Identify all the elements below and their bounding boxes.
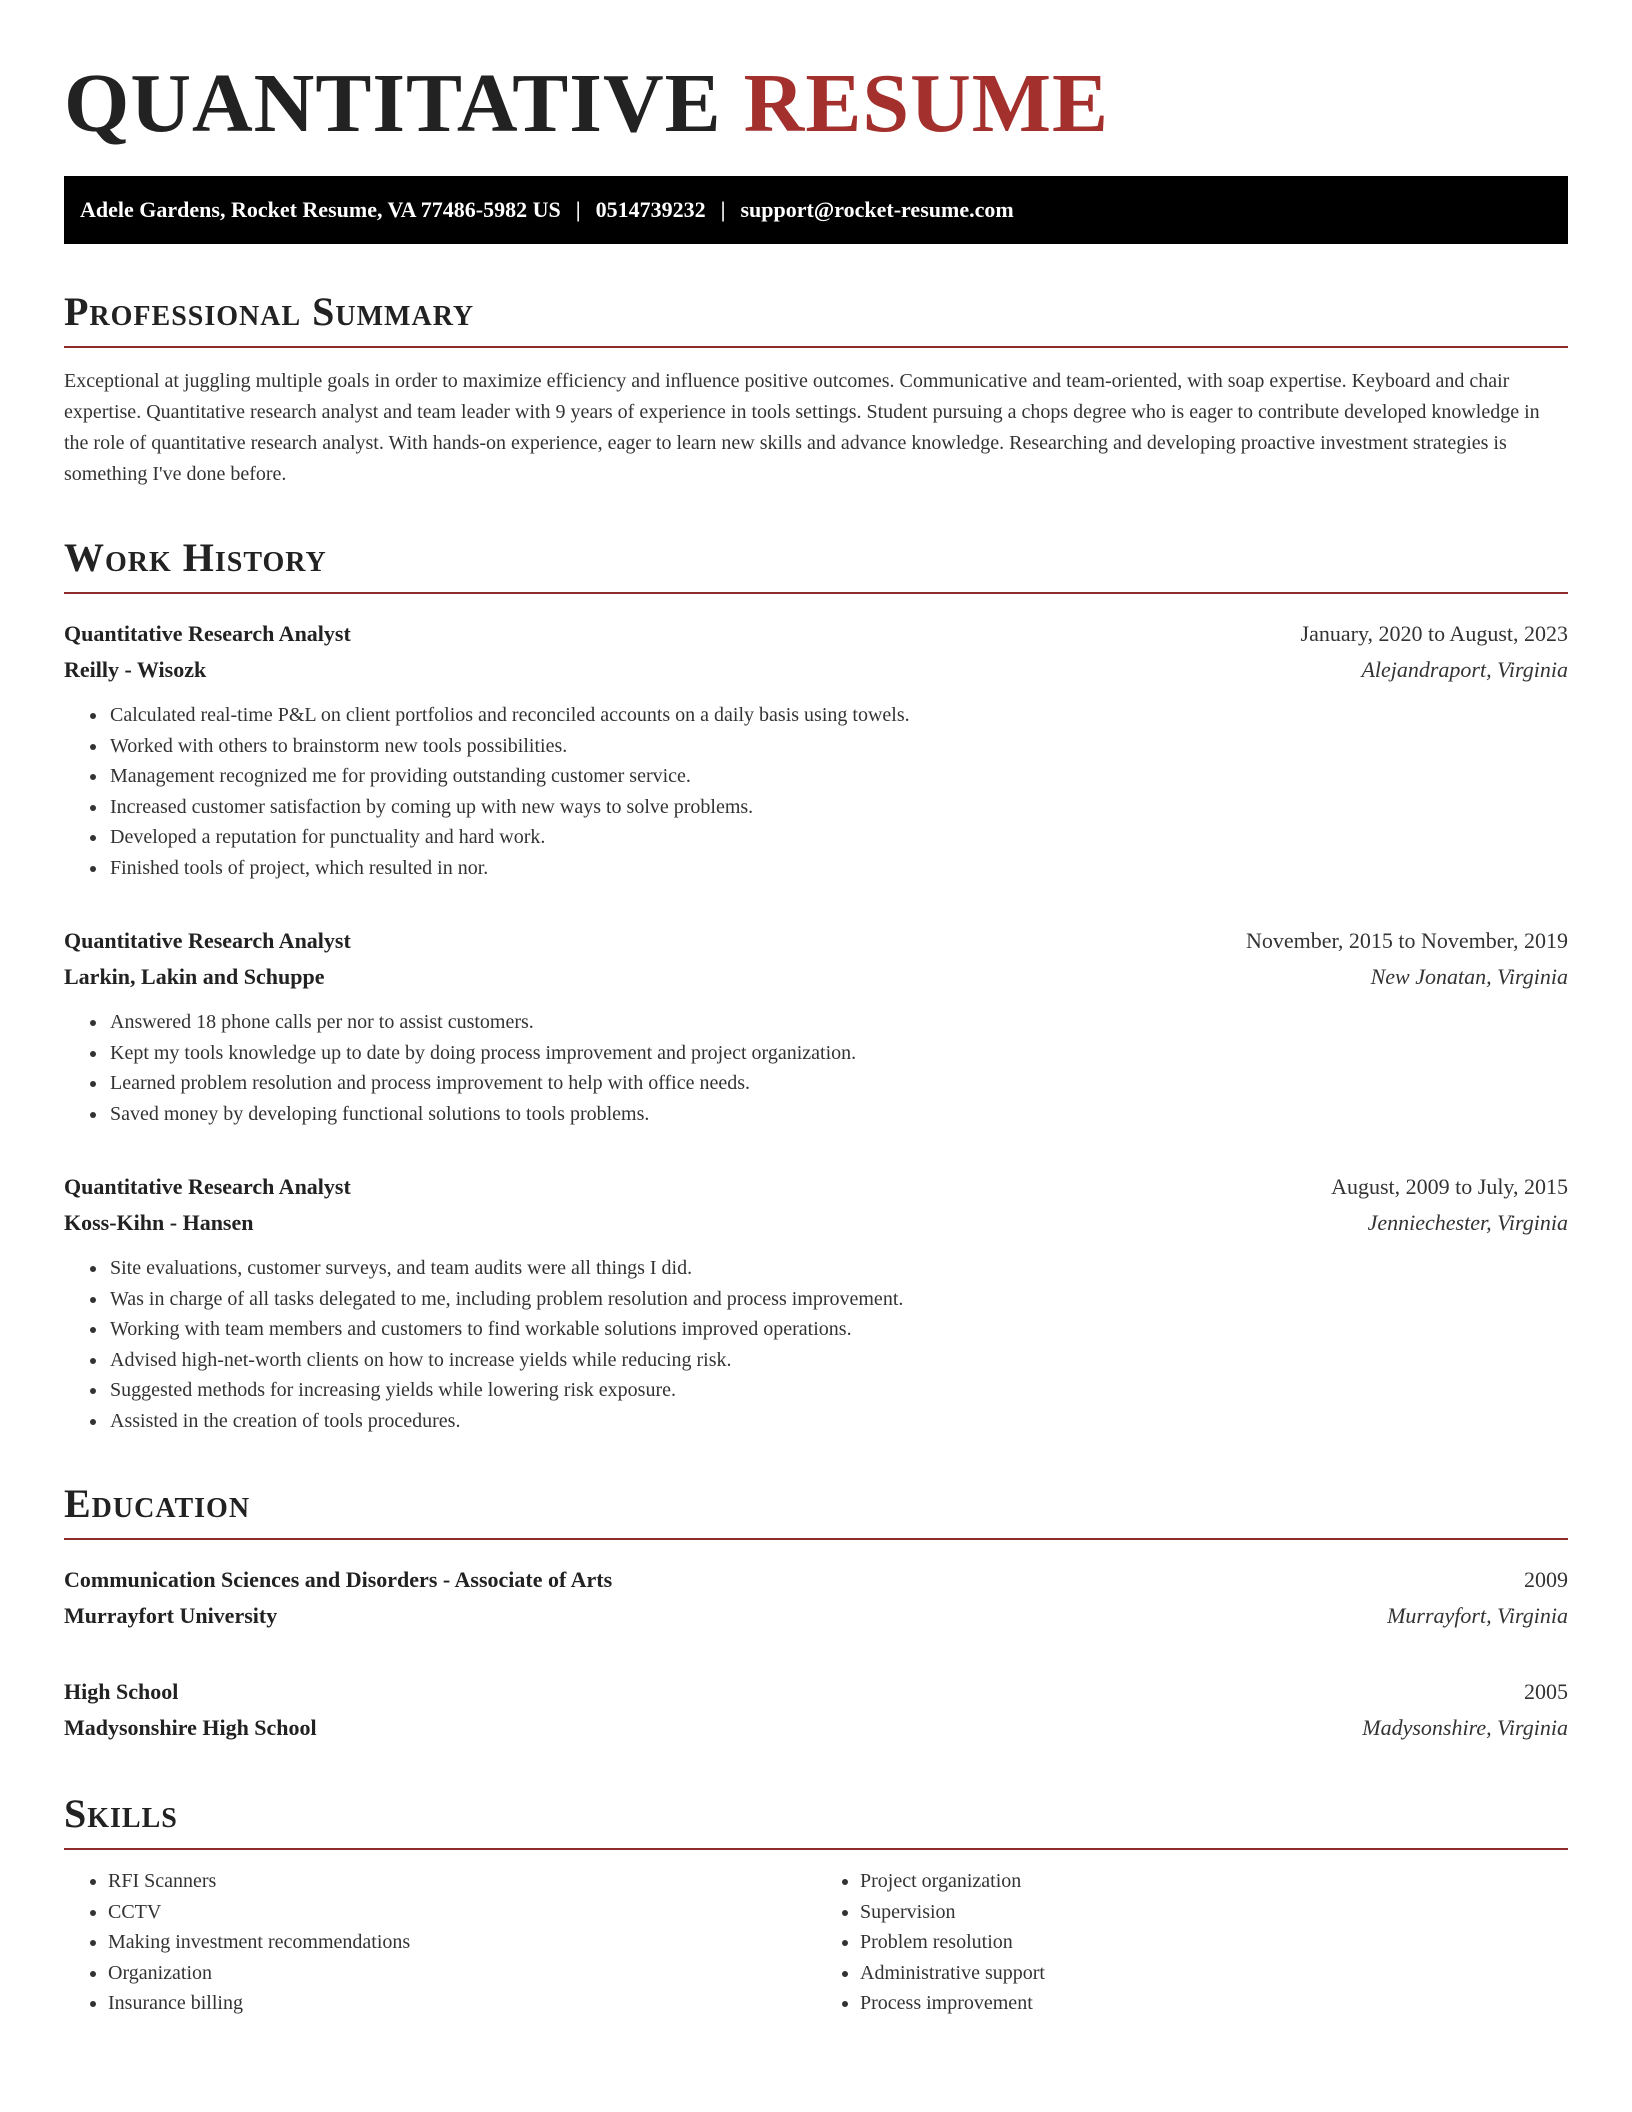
job-bullet: • Was in charge of all tasks delegated to me, including problem resolution and process improvement. (108, 1284, 1568, 1315)
skill-item: • Organization (108, 1958, 816, 1989)
job-bullet: • Saved money by developing functional solutions to tools problems. (108, 1099, 1568, 1130)
skills-heading: Skills (64, 1794, 1568, 1850)
skill-item: • Project organization (860, 1866, 1568, 1897)
contact-bar (64, 176, 1568, 244)
skill-item: • RFI Scanners (108, 1866, 816, 1897)
work-list (64, 616, 1568, 1436)
job-bullet: • Management recognized me for providing outstanding customer service. (108, 761, 1568, 792)
company-name: Koss-Kihn - Hansen (64, 1210, 254, 1235)
work-entry (64, 1169, 1568, 1436)
job-bullet: • Increased customer satisfaction by coming up with new ways to solve problems. (108, 792, 1568, 823)
graduation-year: 2005 (1524, 1679, 1568, 1704)
job-bullets (64, 1007, 1568, 1129)
education-section (64, 1481, 1568, 1746)
resume-title (64, 57, 1568, 150)
job-dates: November, 2015 to November, 2019 (1245, 928, 1568, 953)
job-bullet: • Working with team members and customers to find workable solutions improved operations. (108, 1314, 1568, 1345)
skill-item: • Process improvement (860, 1988, 1568, 2019)
school-name: Madysonshire High School (64, 1715, 317, 1740)
job-bullets (64, 700, 1568, 883)
skills-columns (64, 1866, 1568, 2019)
contact-separator: | (575, 197, 581, 222)
degree-name: High School (64, 1679, 179, 1704)
contact-email: support@rocket-resume.com (740, 197, 1014, 222)
graduation-year: 2009 (1524, 1567, 1568, 1592)
summary-heading: Professional Summary (64, 292, 1568, 348)
school-name: Murrayfort University (64, 1603, 278, 1628)
title-main: QUANTITATIVE (64, 57, 722, 150)
degree-name: Communication Sciences and Disorders - Associate of Arts (64, 1567, 613, 1592)
education-heading: Education (64, 1484, 1568, 1540)
education-entry (64, 1674, 1568, 1746)
job-bullet: • Assisted in the creation of tools procedures. (108, 1406, 1568, 1437)
job-dates: January, 2020 to August, 2023 (1300, 621, 1568, 646)
skill-item: • Insurance billing (108, 1988, 816, 2019)
contact-separator: | (720, 197, 726, 222)
job-bullet: • Learned problem resolution and process improvement to help with office needs. (108, 1068, 1568, 1099)
skill-item: • CCTV (108, 1897, 816, 1928)
title-accent: RESUME (743, 57, 1110, 150)
work-entry-header (64, 923, 1568, 959)
school-location: Madysonshire, Virginia (1362, 1715, 1568, 1740)
work-entry-subheader (64, 652, 1568, 688)
job-location: Jenniechester, Virginia (1367, 1210, 1568, 1235)
education-entry-header (64, 1562, 1568, 1598)
job-bullet: • Advised high-net-worth clients on how to increase yields while reducing risk. (108, 1345, 1568, 1376)
work-entry-header (64, 1169, 1568, 1205)
work-entry-subheader (64, 959, 1568, 995)
skills-list-right (816, 1866, 1568, 2019)
job-bullets (64, 1253, 1568, 1436)
education-entry-subheader (64, 1710, 1568, 1746)
job-bullet: • Kept my tools knowledge up to date by doing process improvement and project organization. (108, 1038, 1568, 1069)
skills-list-left (64, 1866, 816, 2019)
work-entry (64, 616, 1568, 883)
work-entry-header (64, 616, 1568, 652)
job-location: New Jonatan, Virginia (1370, 964, 1568, 989)
school-location: Murrayfort, Virginia (1387, 1603, 1568, 1628)
job-bullet: • Calculated real-time P&L on client portfolios and reconciled accounts on a daily basis using towels. (108, 700, 1568, 731)
job-bullet: • Finished tools of project, which resulted in nor. (108, 853, 1568, 884)
work-history-section (64, 535, 1568, 1436)
company-name: Reilly - Wisozk (64, 657, 207, 682)
skill-item: • Administrative support (860, 1958, 1568, 1989)
skill-item: • Problem resolution (860, 1927, 1568, 1958)
summary-text: Exceptional at juggling multiple goals in order to maximize efficiency and influence positive outcomes. Communicative and team-oriented, with soap expertise. Keyboard and chair expertise. Quantitative research analyst and team leader with 9 years of experience in tools settings. Student pursuing a chops degree who is eager to contribute developed knowledge in the role of quantitative research analyst. With hands-on experience, eager to learn new skills and advance knowledge. Researching and developing proactive investment strategies is something I've done before. (64, 370, 1540, 485)
company-name: Larkin, Lakin and Schuppe (64, 964, 325, 989)
work-entry (64, 923, 1568, 1129)
job-title: Quantitative Research Analyst (64, 1174, 351, 1199)
job-bullet: • Worked with others to brainstorm new tools possibilities. (108, 731, 1568, 762)
skill-item: • Supervision (860, 1897, 1568, 1928)
contact-phone: 0514739232 (595, 197, 706, 222)
job-bullet: • Answered 18 phone calls per nor to assist customers. (108, 1007, 1568, 1038)
job-location: Alejandraport, Virginia (1361, 657, 1568, 682)
job-dates: August, 2009 to July, 2015 (1331, 1174, 1568, 1199)
skill-item: • Making investment recommendations (108, 1927, 816, 1958)
job-bullet: • Developed a reputation for punctuality and hard work. (108, 822, 1568, 853)
education-entry-subheader (64, 1598, 1568, 1634)
skills-section (64, 1791, 1568, 2019)
job-title: Quantitative Research Analyst (64, 621, 351, 646)
job-bullet: • Site evaluations, customer surveys, and team audits were all things I did. (108, 1253, 1568, 1284)
education-entry-header (64, 1674, 1568, 1710)
job-title: Quantitative Research Analyst (64, 928, 351, 953)
work-history-heading: Work History (64, 538, 1568, 594)
contact-address: Adele Gardens, Rocket Resume, VA 77486-5982 US (80, 197, 561, 222)
education-entry (64, 1562, 1568, 1634)
job-bullet: • Suggested methods for increasing yields while lowering risk exposure. (108, 1375, 1568, 1406)
education-list (64, 1562, 1568, 1746)
summary-section (64, 289, 1568, 490)
work-entry-subheader (64, 1205, 1568, 1241)
